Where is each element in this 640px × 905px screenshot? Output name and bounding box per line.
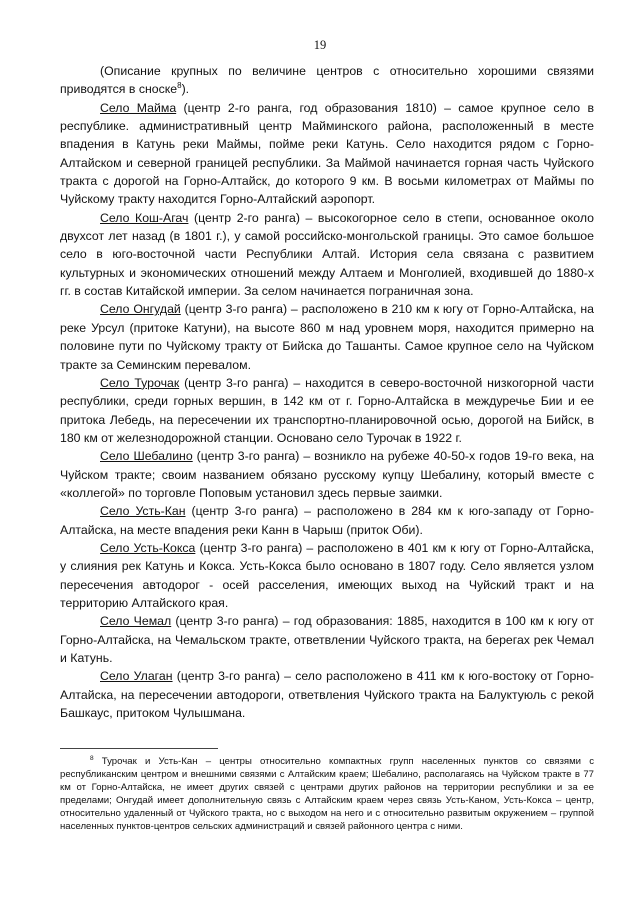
footnote-marker: 8 xyxy=(90,754,94,762)
village-name: Село Кош-Агач xyxy=(100,210,189,225)
main-text xyxy=(60,62,594,722)
village-description: (центр 3-го ранга) – расположено в 401 км к югу от Горно-Алтайска, у слияния рек Катунь и Кокса. Усть-Кокса было основано в 1807 году. Село является узлом пересечения автодорог - осей расселения, имеющих выход на Чуйский тракт и на территорию Алтайского края. xyxy=(60,540,594,610)
village-paragraph xyxy=(60,502,594,539)
village-description: (центр 3-го ранга) – село расположено в 411 км к юго-востоку от Горно-Алтайска, на пересечении автодороги, ответвления Чуйского тракта на Балуктуюль с рекой Башкаус, притоком Чулышмана. xyxy=(60,669,595,721)
village-paragraph xyxy=(60,99,594,209)
page-number: 19 xyxy=(313,38,327,52)
village-paragraph xyxy=(60,209,594,301)
village-name: Село Усть-Кокса xyxy=(100,540,196,555)
village-paragraph xyxy=(60,612,594,667)
village-name: Село Шебалино xyxy=(100,449,193,464)
village-description: (центр 3-го ранга) – находится в северо-восточной низкогорной части республики, среди горных вершин, в 142 км от г. Горно-Алтайска в междуречье Бии и ее притока Лебедь, на пересечении их транспортно-планировочной осью, дорогой на Бийск, в 180 км от железнодорожной станции. Основано село Турочак в 1922 г. xyxy=(60,375,594,445)
footnote-text: Турочак и Усть-Кан – центры относительно компактных групп населенных пунктов со связями с республиканским центром и внешними связями с Алтайским краем; Шебалино, располагаясь на Чуйском тракте в 77 км от Горно-Алтайска, не имеет других связей с центрами других районов на территории республики и за ее пределами; Онгудай имеет дополнительную связь с Алтайским краем через связь Усть-Каном, Усть-Кокса – центр, относительно удаленный от Чуйского тракта, но с выходом на него и с относительно развитым окружением – группой населенных пунктов-центров сельских администраций и связей районного центра с ними. xyxy=(60,756,594,833)
village-description: (центр 2-го ранга) – высокогорное село в степи, основанное около двухсот лет назад (в 1801 г.), у самой российско-монгольской границы. Это самое большое село в юго-восточной части Республики Алтай. История села связана с развитием культурных и экономических отношений между Алтаем и Монголией, входившей до 1880-х гг. в состав Китайской империи. За селом начинается пограничная зона. xyxy=(60,210,595,299)
village-name: Село Усть-Кан xyxy=(100,504,186,519)
village-description: (центр 3-го ранга) – расположено в 210 км к югу от Горно-Алтайска, на реке Урсул (притоке Катуни), на высоте 860 м над уровнем моря, находится примерно на половине пути по Чуйскому тракту от Бийска до Ташанты. Самое крупное село на Чуйском тракте за Семинским перевалом. xyxy=(60,302,594,372)
village-description: (центр 3-го ранга) – расположено в 284 км к юго-западу от Горно-Алтайска, на месте впадения реки Канн в Чарыш (приток Оби). xyxy=(60,504,594,537)
intro-paragraph xyxy=(60,62,594,99)
village-name: Село Улаган xyxy=(100,669,173,684)
intro-text: (Описание крупных по величине центров с относительно хорошими связями приводятся в сноске xyxy=(60,64,594,97)
intro-end: ). xyxy=(181,82,190,97)
village-name: Село Майма xyxy=(100,100,177,115)
village-description: (центр 3-го ранга) – возникло на рубеже 40-50-х годов 19-го века, на Чуйском тракте; своим названием обязано русскому купцу Шебалину, который вместе с «коллегой» по торговле Поповым установил здесь первые заимки. xyxy=(60,449,595,500)
village-name: Село Чемал xyxy=(100,614,172,629)
village-paragraph xyxy=(60,374,594,447)
village-description: (центр 2-го ранга, год образования 1810) – самое крупное село в республике. административный центр Майминского района, расположенный в месте впадения в Катунь реки Маймы, пойме реки Катунь. Село находится рядом с Горно-Алтайском и северной границей республики. За Маймой начинается горная часть Чуйского тракта с дорогой на Горно-Алтайск, до которого 9 км. В восьми километрах от Маймы по Чуйскому тракту находится Горно-Алтайский аэропорт. xyxy=(60,100,594,207)
footnote-divider xyxy=(60,748,218,749)
village-paragraph xyxy=(60,667,594,722)
village-paragraph xyxy=(60,539,594,612)
village-paragraph xyxy=(60,447,594,502)
village-description: (центр 3-го ранга) – год образования: 1885, находится в 100 км к югу от Горно-Алтайска, на Чемальском тракте, ответвлении Чуйского тракта, на берегах рек Чемал и Катунь. xyxy=(60,614,594,665)
village-paragraph xyxy=(60,300,594,373)
footnote xyxy=(60,755,594,834)
footnote-reference[interactable]: 8 xyxy=(177,81,182,91)
village-name: Село Турочак xyxy=(100,375,180,390)
village-name: Село Онгудай xyxy=(100,302,181,317)
